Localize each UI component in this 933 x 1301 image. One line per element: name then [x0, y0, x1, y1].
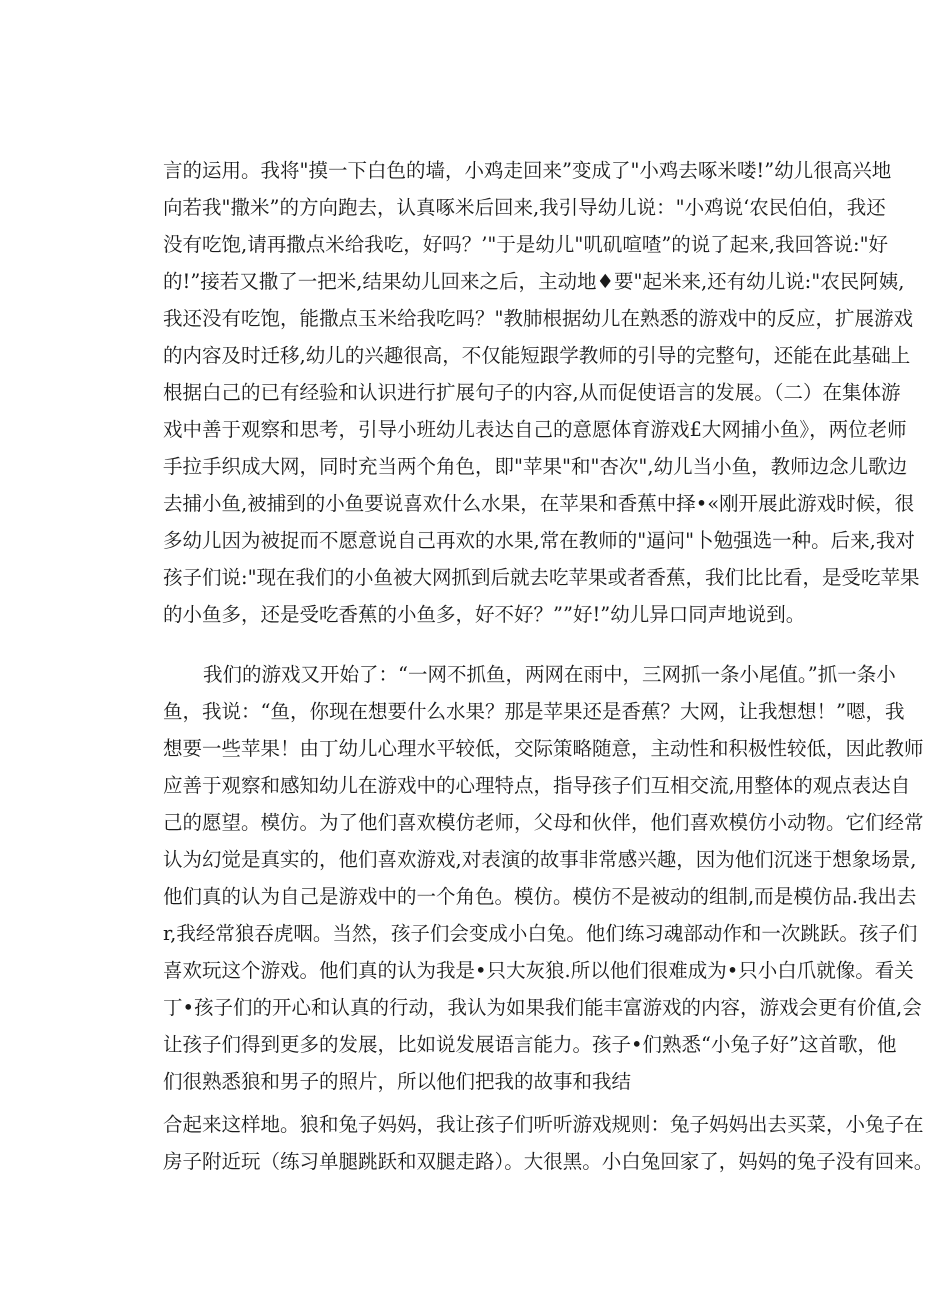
text-line: 手拉手织成大网，同时充当两个角色，即"苹果"和"杏次",幼儿当小鱼，教师边念儿歌边: [163, 455, 908, 478]
text-line: 孩子们说:"现在我们的小鱼被大网抓到后就去吃苹果或者香蕉，我们比比看，是受吃苹果: [163, 566, 920, 589]
text-line: 多幼儿因为被捉而不愿意说自己再欢的水果,常在教师的"逼问"卜勉强选一种。后来,我对: [163, 529, 915, 552]
text-line: r,我经常狼吞虎咽。当然，孩子们会变成小白兔。他们练习魂部动作和一次跳跃。孩子们: [163, 922, 918, 945]
text-line: 戏中善于观察和思考，引导小班幼儿表达自己的意愿体育游戏£大网捕小鱼》，两位老师: [163, 418, 907, 441]
text-line: 我们的游戏又开始了：“一网不抓鱼，两网在雨中，三网抓一条小尾值。”抓一条小: [203, 663, 896, 686]
text-line: 的!”接若又撒了一把米,结果幼儿回来之后，主动地♦要"起米来,还有幼儿说:"农民阿姨,: [163, 270, 905, 293]
text-line: 喜欢玩这个游戏。他们真的认为我是•只大灰狼.所以他们很难成为•只小白爪就像。看关: [163, 959, 914, 982]
text-line: 他们真的认为自己是游戏中的一个角色。模仿。模仿不是被动的组制,而是模仿品.我出去: [163, 885, 917, 908]
text-line: 房子附近玩（练习单腿跳跃和双腿走路）。大很黑。小白兔回家了，妈妈的兔子没有回来。: [163, 1150, 933, 1173]
text-line: 丁•孩子们的开心和认真的行动，我认为如果我们能丰富游戏的内容，游戏会更有价值,会: [163, 996, 922, 1019]
text-line: 想要一些苹果！由丁幼儿心理水平较低，交际策略随意，主动性和积极性较低，因此教师: [163, 737, 924, 760]
text-line: 向若我"撒米”的方向跑去，认真啄米后回来,我引导幼儿说："小鸡说‘农民伯伯，我还: [163, 196, 886, 219]
text-line: 言的运用。我将"摸一下白色的墙，小鸡走回来”变成了"小鸡去啄米喽!”幼儿很高兴地: [163, 159, 892, 182]
text-line: 认为幻觉是真实的，他们喜欢游戏,对表演的故事非常感兴趣，因为他们沉迷于想象场景,: [163, 848, 917, 871]
text-line: 应善于观察和感知幼儿在游戏中的心理特点，指导孩子们互相交流,用整体的观点表达自: [163, 774, 911, 797]
text-line: 鱼，我说：“鱼，你现在想要什么水果？那是苹果还是香蕉？大网，让我想想！”嗯，我: [163, 700, 905, 723]
text-line: 合起来这样地。狼和兔子妈妈，我让孩子们听听游戏规则：兔子妈妈出去买菜，小兔子在: [163, 1113, 924, 1136]
text-line: 的内容及时迁移,幼儿的兴趣很高，不仅能短跟学教师的引导的完整句，还能在此基础上: [163, 344, 911, 367]
text-line: 我还没有吃饱，能撒点玉米给我吃吗？"教肺根据幼儿在熟悉的游戏中的反应，扩展游戏: [163, 307, 913, 330]
text-line: 己的愿望。模仿。为了他们喜欢模仿老师，父母和伙伴，他们喜欢模仿小动物。它们经常: [163, 811, 924, 834]
text-line: 没有吃饱,请再撒点米给我吃，好吗？’"于是幼儿"叽矶喧喳”的说了起来,我回答说:"好: [163, 233, 889, 256]
text-line: 们很熟悉狼和男子的照片，所以他们把我的故事和我结: [163, 1070, 632, 1093]
text-line: 让孩子们得到更多的发展，比如说发展语言能力。孩子•们熟悉“小兔子好”这首歌，他: [163, 1033, 897, 1056]
text-line: 根据白己的已有经验和认识进行扩展句子的内容,从而促使语言的发展。（二）在集体游: [163, 381, 901, 404]
text-line: 的小鱼多，还是受吃香蕉的小鱼多，好不好？””好!”幼儿异口同声地说到。: [163, 603, 806, 626]
text-line: 去捕小鱼,被捕到的小鱼要说喜欢什么水果，在苹果和香蕉中择•«刚开展此游戏时候，很: [163, 492, 915, 515]
